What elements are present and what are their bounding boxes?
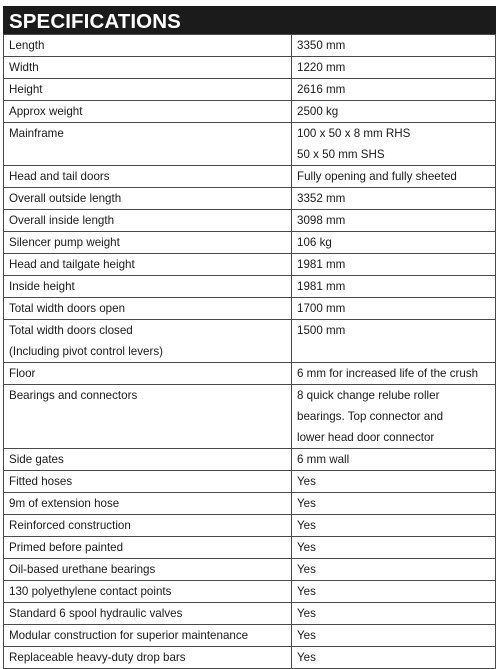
spec-label: 130 polyethylene contact points — [9, 585, 172, 598]
spec-value: 1981 mm — [297, 280, 346, 293]
spec-value: 3352 mm — [297, 192, 346, 205]
spec-value-cell — [292, 35, 496, 57]
table-row — [4, 232, 496, 254]
table-row — [4, 166, 496, 188]
table-row — [4, 449, 496, 471]
spec-label: (Including pivot control levers) — [9, 345, 164, 358]
table-row — [4, 537, 496, 559]
table-row — [4, 515, 496, 537]
table-row — [4, 559, 496, 581]
spec-label-cell — [4, 647, 292, 669]
spec-value-cell — [292, 298, 496, 320]
spec-label: Fitted hoses — [9, 475, 73, 488]
table-row — [4, 57, 496, 79]
spec-value: Yes — [297, 629, 316, 642]
page-title: SPECIFICATIONS — [3, 6, 496, 34]
spec-value-cell — [292, 449, 496, 471]
spec-label-cell — [4, 559, 292, 581]
spec-label: Inside height — [9, 280, 75, 293]
spec-label-cell — [4, 101, 292, 123]
spec-label: Head and tail doors — [9, 170, 110, 183]
spec-value-cell — [292, 210, 496, 232]
spec-value: lower head door connector — [297, 431, 435, 444]
spec-value-cell — [292, 363, 496, 385]
table-row — [4, 581, 496, 603]
table-row — [4, 35, 496, 57]
spec-label: Silencer pump weight — [9, 236, 120, 249]
spec-label: Side gates — [9, 453, 64, 466]
spec-value: 3350 mm — [297, 39, 346, 52]
spec-value: 1500 mm — [297, 324, 346, 337]
table-row — [4, 625, 496, 647]
spec-value-cell — [292, 276, 496, 298]
spec-value: Yes — [297, 475, 316, 488]
spec-value-cell — [292, 559, 496, 581]
spec-label-cell — [4, 581, 292, 603]
spec-value: 1700 mm — [297, 302, 346, 315]
spec-label-cell — [4, 123, 292, 166]
spec-value-cell — [292, 515, 496, 537]
spec-value: 6 mm wall — [297, 453, 350, 466]
spec-label: Oil-based urethane bearings — [9, 563, 156, 576]
spec-value: 2616 mm — [297, 83, 346, 96]
spec-value-cell — [292, 625, 496, 647]
spec-value: Yes — [297, 607, 316, 620]
spec-label-cell — [4, 210, 292, 232]
table-row — [4, 385, 496, 449]
spec-value: Yes — [297, 563, 316, 576]
spec-value-cell — [292, 101, 496, 123]
spec-label-cell — [4, 35, 292, 57]
spec-label-cell — [4, 320, 292, 363]
table-row — [4, 276, 496, 298]
spec-value: 3098 mm — [297, 214, 346, 227]
spec-label: Standard 6 spool hydraulic valves — [9, 607, 183, 620]
table-row — [4, 647, 496, 669]
spec-label: Modular construction for superior maintenance — [9, 629, 249, 642]
spec-value: 8 quick change relube roller — [297, 389, 440, 402]
spec-label-cell — [4, 537, 292, 559]
spec-label: Reinforced construction — [9, 519, 131, 532]
spec-value: 106 kg — [297, 236, 332, 249]
spec-value-cell — [292, 471, 496, 493]
spec-label: Floor — [9, 367, 36, 380]
table-row — [4, 210, 496, 232]
table-row — [4, 79, 496, 101]
spec-sheet — [3, 6, 496, 669]
spec-label-cell — [4, 298, 292, 320]
spec-value-cell — [292, 166, 496, 188]
spec-value: Yes — [297, 497, 316, 510]
spec-label: Bearings and connectors — [9, 389, 138, 402]
spec-value: 100 x 50 x 8 mm RHS — [297, 127, 411, 140]
spec-label-cell — [4, 449, 292, 471]
spec-label-cell — [4, 515, 292, 537]
spec-label-cell — [4, 254, 292, 276]
spec-value-cell — [292, 232, 496, 254]
spec-label-cell — [4, 79, 292, 101]
spec-value-cell — [292, 385, 496, 449]
spec-value: 1981 mm — [297, 258, 346, 271]
spec-value-cell — [292, 603, 496, 625]
spec-value-cell — [292, 537, 496, 559]
spec-label-cell — [4, 385, 292, 449]
spec-label-cell — [4, 493, 292, 515]
spec-label-cell — [4, 188, 292, 210]
spec-label: Primed before painted — [9, 541, 124, 554]
spec-label-cell — [4, 166, 292, 188]
spec-value-cell — [292, 647, 496, 669]
spec-label: Mainframe — [9, 127, 64, 140]
spec-label-cell — [4, 57, 292, 79]
spec-value: 2500 kg — [297, 105, 339, 118]
spec-value-cell — [292, 79, 496, 101]
table-row — [4, 471, 496, 493]
table-row — [4, 363, 496, 385]
spec-value: Yes — [297, 541, 316, 554]
table-row — [4, 603, 496, 625]
spec-label: Overall inside length — [9, 214, 115, 227]
spec-label: Width — [9, 61, 39, 74]
spec-label-cell — [4, 363, 292, 385]
spec-label: Approx weight — [9, 105, 83, 118]
spec-label: Height — [9, 83, 43, 96]
spec-label: Replaceable heavy-duty drop bars — [9, 651, 186, 664]
spec-label: Overall outside length — [9, 192, 122, 205]
table-row — [4, 320, 496, 363]
spec-label: Total width doors open — [9, 302, 126, 315]
spec-label: Total width doors closed — [9, 324, 133, 337]
spec-table — [3, 34, 496, 669]
spec-label-cell — [4, 276, 292, 298]
spec-value: 6 mm for increased life of the crush — [297, 367, 479, 380]
spec-value-cell — [292, 320, 496, 363]
spec-label: Head and tailgate height — [9, 258, 135, 271]
spec-label-cell — [4, 625, 292, 647]
spec-value: Yes — [297, 651, 316, 664]
spec-value: Yes — [297, 585, 316, 598]
spec-label-cell — [4, 603, 292, 625]
spec-value: Fully opening and fully sheeted — [297, 170, 457, 183]
table-row — [4, 493, 496, 515]
table-row — [4, 101, 496, 123]
spec-value: bearings. Top connector and — [297, 410, 444, 423]
spec-value: 1220 mm — [297, 61, 346, 74]
table-row — [4, 298, 496, 320]
spec-value-cell — [292, 254, 496, 276]
spec-value-cell — [292, 57, 496, 79]
spec-value-cell — [292, 123, 496, 166]
table-row — [4, 188, 496, 210]
spec-label-cell — [4, 471, 292, 493]
spec-label: Length — [9, 39, 45, 52]
spec-value: 50 x 50 mm SHS — [297, 148, 385, 161]
spec-table-body — [4, 35, 496, 669]
spec-value-cell — [292, 493, 496, 515]
spec-label-cell — [4, 232, 292, 254]
spec-label: 9m of extension hose — [9, 497, 120, 510]
spec-value-cell — [292, 188, 496, 210]
spec-value-cell — [292, 581, 496, 603]
table-row — [4, 254, 496, 276]
spec-value: Yes — [297, 519, 316, 532]
table-row — [4, 123, 496, 166]
